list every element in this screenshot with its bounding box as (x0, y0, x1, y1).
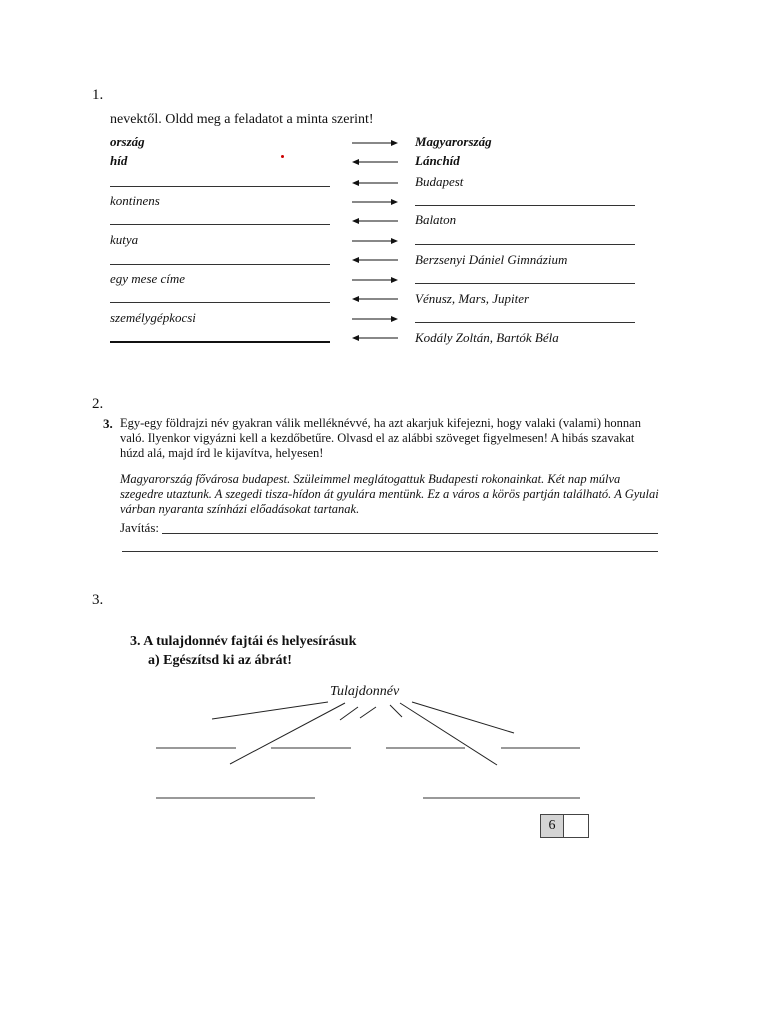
right-term: Magyarország (415, 134, 492, 149)
right-term: Vénusz, Mars, Jupiter (415, 291, 530, 306)
right-term: Budapest (415, 174, 464, 189)
right-term: Balaton (415, 212, 457, 227)
task-text: Egy-egy földrajzi név gyakran válik melléknévvé, ha azt akarjuk kifejezni, hogy valaki (valami) honnan való. Ilyenkor vigyázni kell a kezdőbetűre. Olvasd el az alábbi szöveget figyelmesen! A hibás szavakat húzd alá, majd írd le kijavítva, helyesen! (120, 416, 641, 460)
section-1-number: 1. (92, 87, 104, 103)
left-term: egy mese címe (110, 271, 186, 286)
section-3-heading: 3. A tulajdonnév fajtái és helyesírásuk (130, 634, 357, 649)
left-term: személygépkocsi (110, 310, 196, 325)
diagram-root-label: Tulajdonnév (330, 684, 400, 699)
correction-label: Javítás: (120, 520, 159, 535)
left-term: ország (110, 134, 145, 149)
left-term: kutya (110, 232, 139, 247)
section-3-subheading: a) Egészítsd ki az ábrát! (148, 653, 292, 668)
passage-text: Magyarország fővárosa budapest. Szüleimmel meglátogattuk Budapesti rokonainkat. Két nap múlva szegedre utaztunk. A szegedi tisza-hídon át gyulára mentünk. Ez a város a körös partján található. A Gyulai várban nyaranta színházi előadásokat tartanak. (120, 472, 659, 516)
section-1-instruction: nevektől. Oldd meg a feladatot a minta szerint! (110, 112, 374, 127)
right-term: Lánchíd (415, 153, 460, 168)
section-3-number: 3. (92, 592, 104, 608)
page-number: 6 (541, 815, 564, 837)
right-term: Kodály Zoltán, Bartók Béla (415, 330, 559, 345)
right-term: Berzsenyi Dániel Gimnázium (415, 252, 568, 267)
left-term: kontinens (110, 193, 160, 208)
section-2-number: 2. (92, 396, 104, 412)
page-number-box (540, 814, 589, 838)
task-number: 3. (103, 416, 113, 431)
left-term: híd (110, 153, 128, 168)
